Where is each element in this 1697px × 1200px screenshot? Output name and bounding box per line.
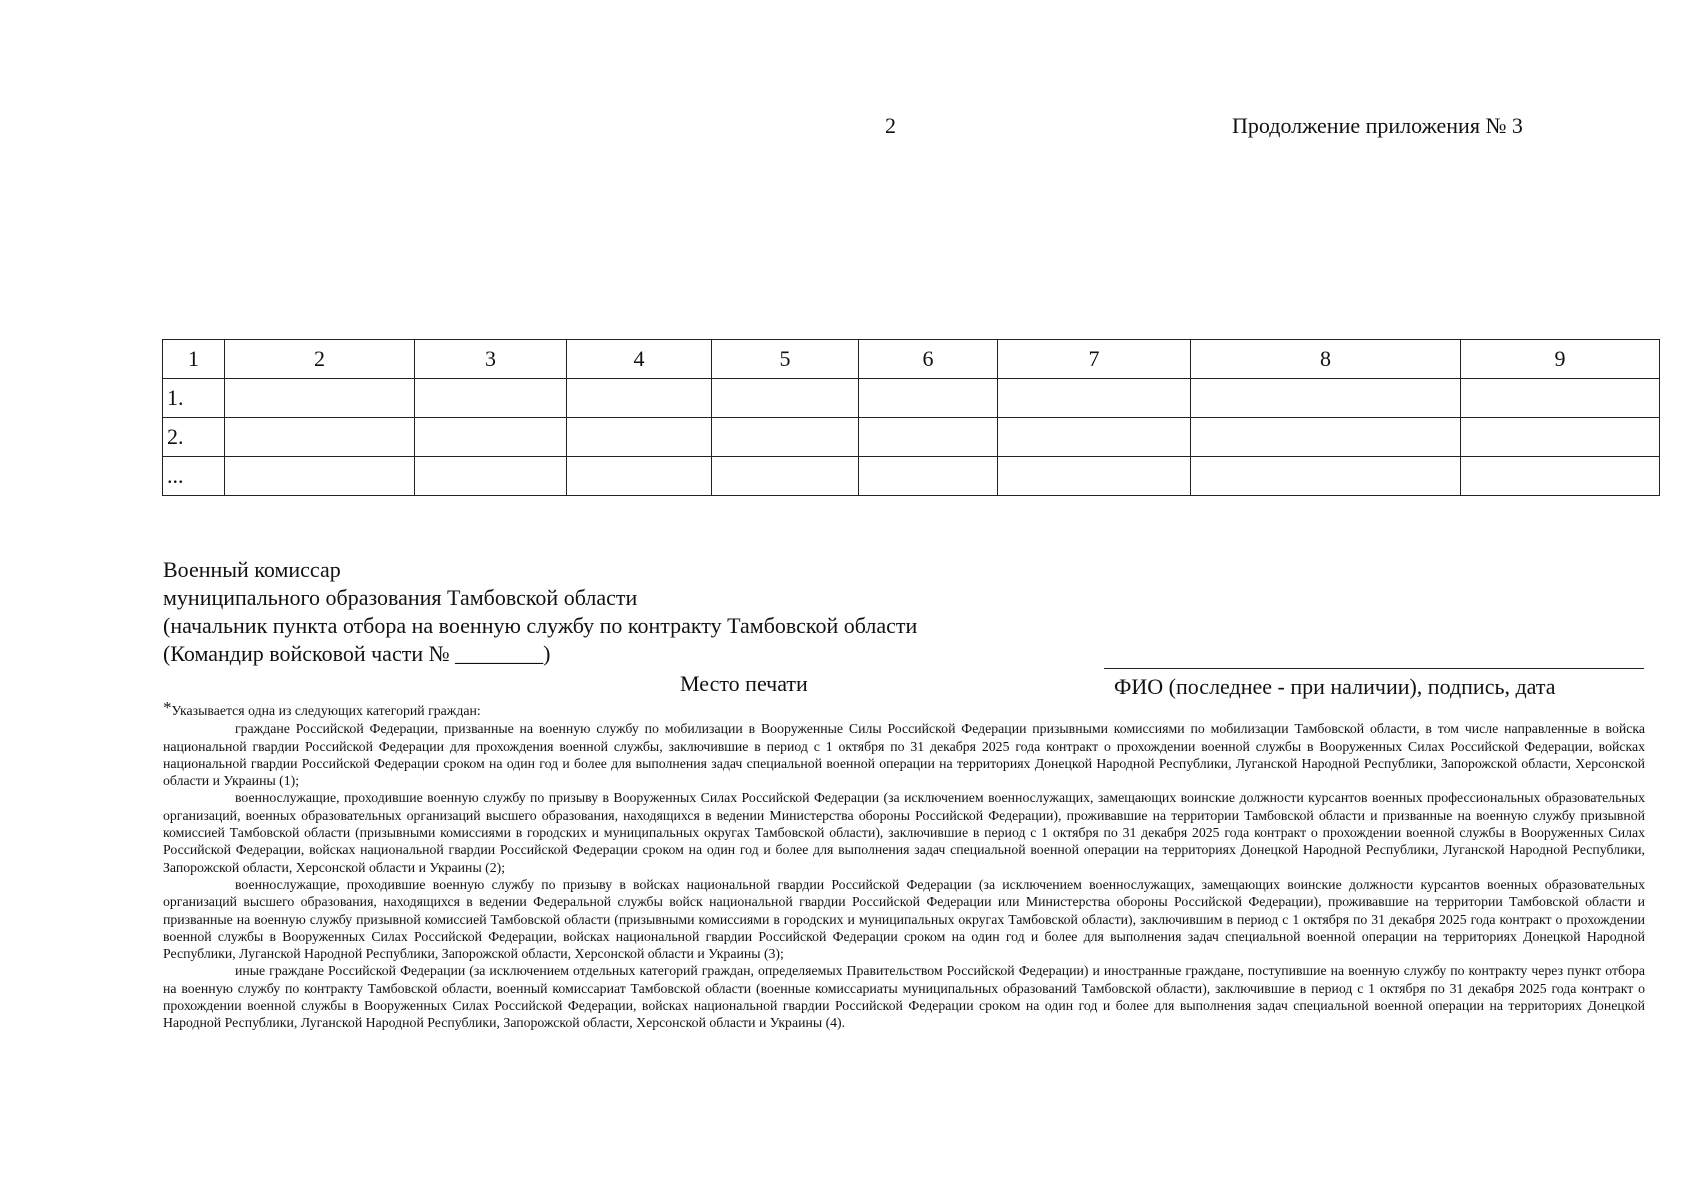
table-cell [415,457,567,496]
registry-table [162,339,1660,496]
table-cell [859,418,998,457]
table-cell [998,418,1191,457]
page-number: 2 [885,113,896,138]
column-number: 4 [567,340,712,379]
footnote-item: военнослужащие, проходившие военную службу по призыву в Вооруженных Силах Российской Федерации (за исключением военнослужащих, замещающих воинские должности курсантов военных профессиональных образовательных организаций, военных образовательных организаций высшего образования, находящихся в ведении Министерства обороны Российской Федерации), проживавшие на территории Тамбовской области и призванные на военную службу призывной комиссией Тамбовской области (призывными комиссиями в городских и муниципальных округах Тамбовской области), заключившие в период с 1 октября по 31 декабря 2025 года контракт о прохождении военной службы в Вооруженных Силах Российской Федерации, войсках национальной гвардии Российской Федерации сроком на один год и более для выполнения задач специальной военной операции на территориях Донецкой Народной Республики, Луганской Народной Республики, Запорожской области, Херсонской области и Украины (2); [163,790,1645,875]
appendix-continuation-label: Продолжение приложения № 3 [1232,113,1523,138]
table-cell [859,379,998,418]
table-row [163,418,1660,457]
table-cell [415,418,567,457]
footnote [163,698,1645,1032]
table-cell [998,457,1191,496]
column-number: 2 [225,340,415,379]
column-number: 3 [415,340,567,379]
footnote-item: граждане Российской Федерации, призванные на военную службу по мобилизации в Вооруженные Силы Российской Федерации призывными комиссиями по мобилизации Тамбовской области, в том числе направленные в войска национальной гвардии Российской Федерации для прохождения военной службы, заключившие в период с 1 октября по 31 декабря 2025 года контракт о прохождении военной службы в Вооруженных Силах Российской Федерации, войсках национальной гвардии Российской Федерации сроком на один год и более для выполнения задач специальной военной операции на территориях Донецкой Народной Республики, Луганской Народной Республики, Запорожской области, Херсонской области и Украины (1); [163,721,1645,789]
column-number: 5 [712,340,859,379]
official-title-line: (начальник пункта отбора на военную службу по контракту Тамбовской области [163,613,918,638]
signature-block [163,556,917,668]
table-cell [1461,379,1660,418]
table-row [163,457,1660,496]
table-cell [1461,457,1660,496]
column-number: 7 [998,340,1191,379]
column-number: 6 [859,340,998,379]
column-number: 8 [1191,340,1461,379]
table-cell [567,379,712,418]
official-title-line: муниципального образования Тамбовской области [163,585,638,610]
footnote-item: военнослужащие, проходившие военную службу по призыву в войсках национальной гвардии Российской Федерации (за исключением военнослужащих, замещающих воинские должности курсантов военных образовательных организаций высшего образования, находящихся в ведении Федеральной службы войск национальной гвардии Российской Федерации или Министерства обороны Российской Федерации), проживавшие на территории Тамбовской области и призванные на военную службу призывной комиссией Тамбовской области (призывными комиссиями в городских и муниципальных округах Тамбовской области), заключившим в период с 1 октября по 31 декабря 2025 года контракт о прохождении военной службы в Вооруженных Силах Российской Федерации, войсках национальной гвардии Российской Федерации сроком на один год и более для выполнения задач специальной военной операции на территориях Донецкой Народной Республики, Луганской Народной Республики, Запорожской области, Херсонской области и Украины (3); [163,876,1645,962]
stamp-place-label: Место печати [680,671,808,696]
row-number: ... [163,457,225,496]
footnote-intro [163,698,1645,719]
table-header-row [163,340,1660,379]
official-title-line: (Командир войсковой части № ________) [163,641,551,666]
table-cell [225,379,415,418]
table-row [163,379,1660,418]
table-cell [1191,457,1461,496]
signature-caption: ФИО (последнее - при наличии), подпись, дата [1114,674,1556,699]
table-cell [415,379,567,418]
table-cell [1461,418,1660,457]
table-cell [712,457,859,496]
table-cell [567,457,712,496]
table-cell [225,418,415,457]
official-title-line: Военный комиссар [163,557,341,582]
column-number: 9 [1461,340,1660,379]
footnote-marker: * [163,698,172,717]
footnote-intro-text: Указывается одна из следующих категорий граждан: [171,703,481,718]
signature-line [1104,668,1644,669]
table-cell [998,379,1191,418]
table-cell [1191,418,1461,457]
table-cell [1191,379,1461,418]
table-cell [712,379,859,418]
table-cell [567,418,712,457]
column-number: 1 [163,340,225,379]
table-cell [712,418,859,457]
footnote-item: иные граждане Российской Федерации (за исключением отдельных категорий граждан, определяемых Правительством Российской Федерации) и иностранные граждане, поступившие на военную службу по контракту через пункт отбора на военную службу по контракту Тамбовской области, военный комиссариат Тамбовской области (военные комиссариаты муниципальных образований Тамбовской области), заключившие в период с 1 октября по 31 декабря 2025 года контракт о прохождении военной службы в Вооруженных Силах Российской Федерации, войсках национальной гвардии Российской Федерации сроком на один год и более для выполнения задач специальной военной операции на территориях Донецкой Народной Республики, Луганской Народной Республики, Запорожской области, Херсонской области и Украины (4). [163,963,1645,1031]
row-number: 1. [163,379,225,418]
row-number: 2. [163,418,225,457]
table-cell [225,457,415,496]
table-cell [859,457,998,496]
